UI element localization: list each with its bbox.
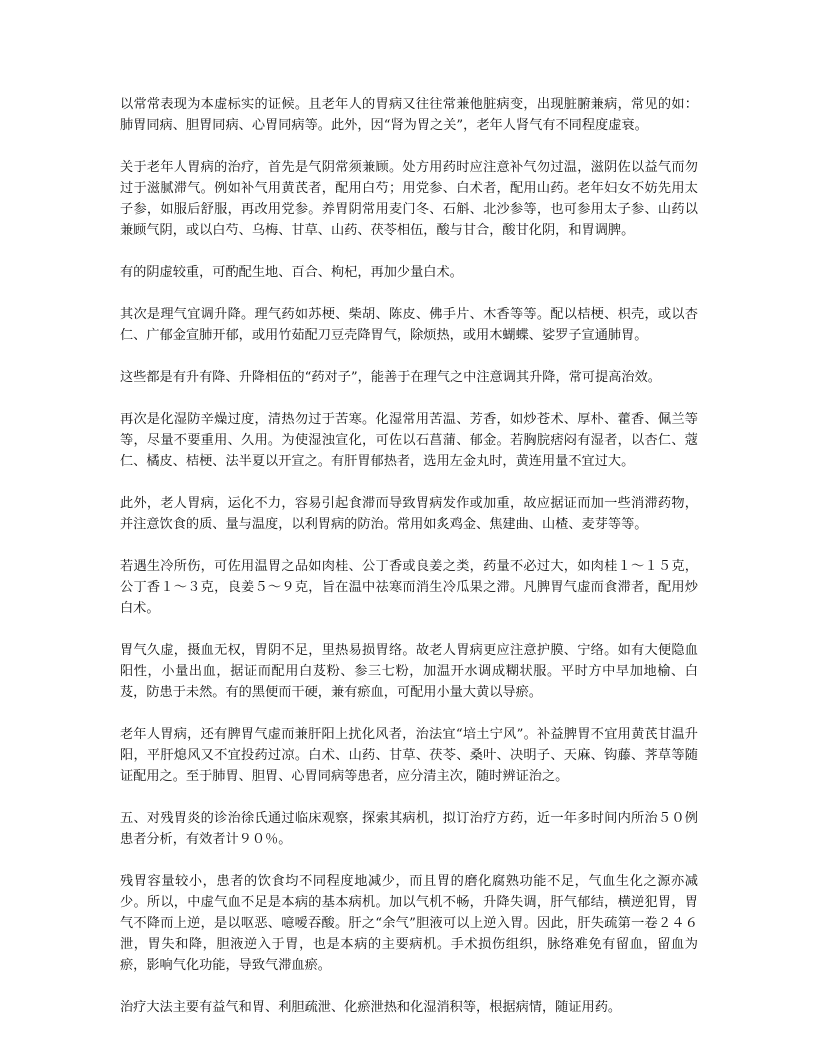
paragraph-2: 关于老年人胃病的治疗，首先是气阴常须兼顾。处方用药时应注意补气勿过温，滋阴佐以益气而勿过于滋腻滞气。例如补气用黄芪者，配用白芍；用党参、白术者，配用山药。老年妇女不妨先用太子参，如服后舒服，再改用党参。养胃阴常用麦门冬、石斛、北沙参等，也可参用太子参、山药以兼顾气阴，或以白芍、乌梅、甘草、山药、茯苓相伍，酸与甘合，酸甘化阴，和胃调脾。	[120, 160, 698, 238]
paragraph-8: 若遇生冷所伤，可佐用温胃之品如肉桂、公丁香或良姜之类，药量不必过大，如肉桂１～１５克，公丁香１～３克，良姜５～９克，旨在温中祛寒而消生冷瓜果之滞。凡脾胃气虚而食滞者，配用炒白术。	[120, 559, 698, 616]
paragraph-3: 有的阴虚较重，可酌配生地、百合、枸杞，再加少量白术。	[120, 265, 463, 280]
paragraph-10: 老年人胃病，还有脾胃气虚而兼肝阳上扰化风者，治法宜“培土宁风”。补益脾胃不宜用黄芪甘温升阳，平肝熄风又不宜投药过凉。白术、山药、甘草、茯苓、桑叶、决明子、天麻、钩藤、荠草等随证配用之。至于肺胃、胆胃、心胃同病等患者，应分清主次，随时辨证治之。	[120, 727, 698, 784]
paragraph-4: 其次是理气宜调升降。理气药如苏梗、柴胡、陈皮、佛手片、木香等等。配以桔梗、枳壳，或以杏仁、广郁金宣肺开郁，或用竹茹配刀豆壳降胃气，除烦热，或用木蝴蝶、娑罗子宣通肺胃。	[120, 307, 698, 343]
paragraph-1: 以常常表现为本虚标实的证候。且老年人的胃病又往往常兼他脏病变，出现脏腑兼病，常见的如：肺胃同病、胆胃同病、心胃同病等。此外，因“肾为胃之关”，老年人肾气有不同程度虚衰。	[120, 97, 698, 133]
paragraph-12: 残胃容量较小，患者的饮食均不同程度地减少，而且胃的磨化腐熟功能不足，气血生化之源亦减少。所以，中虚气血不足是本病的基本病机。加以气机不畅，升降失调，肝气郁结，横逆犯胃，胃气不降而上逆，是以呕恶、噫嗳吞酸。肝之“余气”胆液可以上逆入胃。因此，肝失疏第一卷２４６泄，胃失和降，胆液逆入于胃，也是本病的主要病机。手术损伤组织，脉络难免有留血，留血为瘀，影响气化功能，导致气滞血瘀。	[120, 874, 698, 973]
paragraph-7: 此外，老人胃病，运化不力，容易引起食滞而导致胃病发作或加重，故应据证而加一些消滞药物，并注意饮食的质、量与温度，以利胃病的防治。常用如炙鸡金、焦建曲、山楂、麦芽等等。	[120, 496, 698, 532]
document-body	[120, 94, 698, 1039]
paragraph-11: 五、对残胃炎的诊治徐氏通过临床观察，探索其病机，拟订治疗方药，近一年多时间内所治５０例患者分析，有效者计９０％。	[120, 811, 698, 847]
paragraph-13: 治疗大法主要有益气和胃、利胆疏泄、化瘀泄热和化湿消积等，根据病情，随证用药。	[120, 1000, 622, 1015]
paragraph-9: 胃气久虚，摄血无权，胃阴不足，里热易损胃络。故老人胃病更应注意护膜、宁络。如有大便隐血阳性，小量出血，据证而配用白芨粉、参三七粉，加温开水调成糊状服。平时方中早加地榆、白芨，防患于未然。有的黑便而干硬，兼有瘀血，可配用小量大黄以导瘀。	[120, 643, 698, 700]
paragraph-5: 这些都是有升有降、升降相伍的“药对子”，能善于在理气之中注意调其升降，常可提高治效。	[120, 370, 661, 385]
paragraph-6: 再次是化湿防辛燥过度，清热勿过于苦寒。化湿常用苦温、芳香，如炒苍术、厚朴、藿香、佩兰等等，尽量不要重用、久用。为使湿浊宣化，可佐以石菖蒲、郁金。若胸脘痞闷有湿者，以杏仁、蔻仁、橘皮、桔梗、法半夏以开宣之。有肝胃郁热者，选用左金丸时，黄连用量不宜过大。	[120, 412, 698, 469]
